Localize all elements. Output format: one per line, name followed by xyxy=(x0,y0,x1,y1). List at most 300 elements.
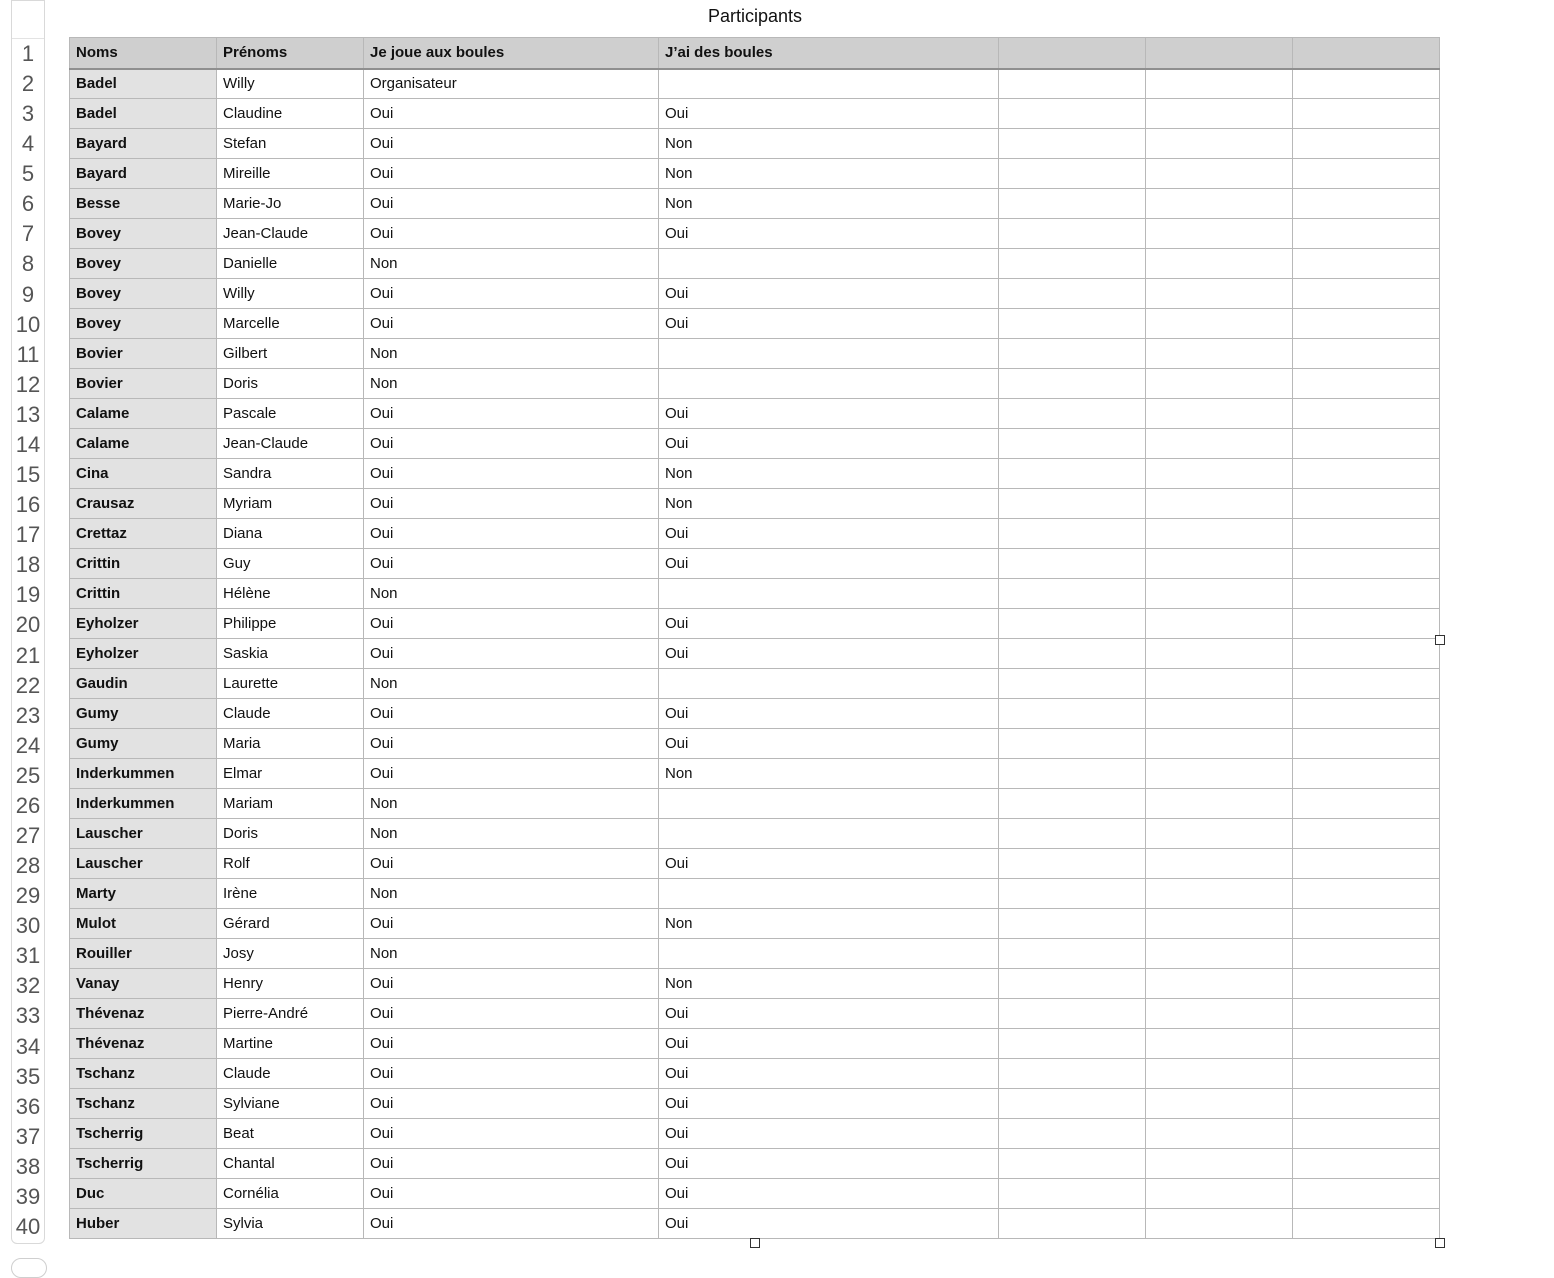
name-cell[interactable]: Huber xyxy=(70,1209,217,1239)
row-number[interactable]: 14 xyxy=(15,431,41,457)
table-cell[interactable] xyxy=(999,189,1146,219)
table-cell[interactable]: Guy xyxy=(217,549,364,579)
row-number[interactable]: 11 xyxy=(16,341,40,367)
table-cell[interactable]: Mireille xyxy=(217,159,364,189)
column-header[interactable] xyxy=(1146,38,1293,69)
table-cell[interactable] xyxy=(999,69,1146,99)
table-cell[interactable]: Claude xyxy=(217,1059,364,1089)
table-cell[interactable] xyxy=(1146,939,1293,969)
table-cell[interactable]: Oui xyxy=(659,99,999,129)
table-cell[interactable] xyxy=(999,249,1146,279)
table-cell[interactable] xyxy=(1146,99,1293,129)
table-cell[interactable]: Oui xyxy=(659,699,999,729)
table-cell[interactable]: Cornélia xyxy=(217,1179,364,1209)
table-cell[interactable] xyxy=(999,669,1146,699)
table-cell[interactable]: Oui xyxy=(659,1089,999,1119)
name-cell[interactable]: Calame xyxy=(70,399,217,429)
table-cell[interactable]: Oui xyxy=(364,909,659,939)
table-cell[interactable]: Maria xyxy=(217,729,364,759)
table-cell[interactable] xyxy=(1146,1119,1293,1149)
name-cell[interactable]: Bovey xyxy=(70,309,217,339)
table-cell[interactable]: Organisateur xyxy=(364,69,659,99)
table-cell[interactable]: Claude xyxy=(217,699,364,729)
table-cell[interactable] xyxy=(1146,219,1293,249)
row-number[interactable]: 22 xyxy=(15,672,41,698)
table-cell[interactable]: Oui xyxy=(364,459,659,489)
table-cell[interactable] xyxy=(999,99,1146,129)
table-cell[interactable]: Non xyxy=(364,369,659,399)
row-number[interactable]: 5 xyxy=(21,161,35,187)
name-cell[interactable]: Thévenaz xyxy=(70,999,217,1029)
table-cell[interactable]: Non xyxy=(659,969,999,999)
table-cell[interactable] xyxy=(1146,549,1293,579)
table-cell[interactable] xyxy=(1146,189,1293,219)
table-cell[interactable] xyxy=(1293,1179,1440,1209)
column-header[interactable]: Noms xyxy=(70,38,217,69)
table-cell[interactable] xyxy=(999,1029,1146,1059)
table-cell[interactable]: Oui xyxy=(659,399,999,429)
row-number[interactable]: 39 xyxy=(15,1183,41,1209)
row-number[interactable]: 38 xyxy=(15,1153,41,1179)
row-number[interactable]: 26 xyxy=(15,792,41,818)
table-cell[interactable] xyxy=(1146,429,1293,459)
row-number[interactable]: 27 xyxy=(15,823,41,848)
name-cell[interactable]: Gumy xyxy=(70,729,217,759)
table-cell[interactable]: Oui xyxy=(659,519,999,549)
table-cell[interactable] xyxy=(999,969,1146,999)
table-cell[interactable] xyxy=(1293,789,1440,819)
table-cell[interactable] xyxy=(999,789,1146,819)
table-cell[interactable]: Oui xyxy=(364,1089,659,1119)
row-number[interactable]: 37 xyxy=(15,1123,41,1149)
table-cell[interactable] xyxy=(1293,309,1440,339)
table-cell[interactable]: Non xyxy=(364,879,659,909)
table-cell[interactable] xyxy=(1293,909,1440,939)
table-cell[interactable] xyxy=(1146,309,1293,339)
row-number[interactable]: 3 xyxy=(21,101,35,127)
table-cell[interactable] xyxy=(999,369,1146,399)
table-cell[interactable]: Philippe xyxy=(217,609,364,639)
table-cell[interactable]: Oui xyxy=(364,309,659,339)
table-cell[interactable] xyxy=(999,1149,1146,1179)
table-cell[interactable]: Gilbert xyxy=(217,339,364,369)
table-cell[interactable] xyxy=(999,579,1146,609)
table-cell[interactable]: Oui xyxy=(364,1149,659,1179)
resize-handle-bottom[interactable] xyxy=(750,1238,760,1248)
table-cell[interactable] xyxy=(999,759,1146,789)
table-cell[interactable] xyxy=(1146,1209,1293,1239)
table-cell[interactable]: Non xyxy=(659,759,999,789)
table-cell[interactable] xyxy=(999,1089,1146,1119)
table-cell[interactable]: Oui xyxy=(659,999,999,1029)
table-cell[interactable] xyxy=(1293,639,1440,669)
table-cell[interactable] xyxy=(659,789,999,819)
name-cell[interactable]: Bovier xyxy=(70,339,217,369)
table-cell[interactable] xyxy=(1146,609,1293,639)
column-header[interactable] xyxy=(999,38,1146,69)
name-cell[interactable]: Gaudin xyxy=(70,669,217,699)
name-cell[interactable]: Gumy xyxy=(70,699,217,729)
row-number[interactable]: 31 xyxy=(15,943,41,969)
name-cell[interactable]: Bovey xyxy=(70,249,217,279)
table-cell[interactable] xyxy=(999,129,1146,159)
name-cell[interactable]: Calame xyxy=(70,429,217,459)
table-cell[interactable] xyxy=(1293,1089,1440,1119)
name-cell[interactable]: Bovey xyxy=(70,219,217,249)
row-number[interactable]: 17 xyxy=(15,522,41,548)
table-cell[interactable] xyxy=(999,549,1146,579)
row-number[interactable]: 19 xyxy=(15,582,41,608)
table-cell[interactable]: Non xyxy=(364,579,659,609)
table-cell[interactable] xyxy=(1293,159,1440,189)
table-cell[interactable]: Oui xyxy=(364,1209,659,1239)
table-cell[interactable] xyxy=(1293,279,1440,309)
row-number[interactable]: 29 xyxy=(15,883,41,909)
table-cell[interactable] xyxy=(999,519,1146,549)
table-cell[interactable]: Non xyxy=(364,339,659,369)
row-number[interactable]: 2 xyxy=(21,71,35,96)
name-cell[interactable]: Bovey xyxy=(70,279,217,309)
table-cell[interactable]: Marcelle xyxy=(217,309,364,339)
table-cell[interactable] xyxy=(999,159,1146,189)
table-cell[interactable]: Non xyxy=(659,489,999,519)
table-cell[interactable]: Non xyxy=(364,939,659,969)
table-cell[interactable]: Elmar xyxy=(217,759,364,789)
table-cell[interactable] xyxy=(999,1209,1146,1239)
table-cell[interactable] xyxy=(659,819,999,849)
table-cell[interactable]: Oui xyxy=(659,429,999,459)
name-cell[interactable]: Rouiller xyxy=(70,939,217,969)
row-number[interactable]: 35 xyxy=(15,1063,41,1089)
table-cell[interactable] xyxy=(1293,459,1440,489)
table-cell[interactable]: Pierre-André xyxy=(217,999,364,1029)
name-cell[interactable]: Crettaz xyxy=(70,519,217,549)
row-number[interactable]: 15 xyxy=(15,462,41,488)
name-cell[interactable]: Tscherrig xyxy=(70,1119,217,1149)
name-cell[interactable]: Mulot xyxy=(70,909,217,939)
table-cell[interactable] xyxy=(999,999,1146,1029)
table-cell[interactable] xyxy=(1293,999,1440,1029)
table-cell[interactable]: Willy xyxy=(217,279,364,309)
row-number[interactable]: 23 xyxy=(15,702,41,728)
table-cell[interactable] xyxy=(999,699,1146,729)
table-cell[interactable]: Oui xyxy=(659,1209,999,1239)
table-cell[interactable] xyxy=(1293,129,1440,159)
column-header[interactable]: J’ai des boules xyxy=(659,38,999,69)
table-cell[interactable] xyxy=(1293,849,1440,879)
table-cell[interactable] xyxy=(1146,759,1293,789)
table-cell[interactable]: Non xyxy=(364,789,659,819)
table-cell[interactable] xyxy=(1146,789,1293,819)
table-cell[interactable] xyxy=(1293,1059,1440,1089)
table-cell[interactable]: Non xyxy=(659,459,999,489)
table-cell[interactable]: Oui xyxy=(659,219,999,249)
table-cell[interactable] xyxy=(1293,189,1440,219)
table-cell[interactable]: Oui xyxy=(364,159,659,189)
row-number[interactable]: 9 xyxy=(21,281,35,307)
table-cell[interactable] xyxy=(1146,969,1293,999)
table-cell[interactable] xyxy=(999,849,1146,879)
table-cell[interactable]: Oui xyxy=(364,969,659,999)
row-number[interactable]: 33 xyxy=(15,1003,41,1029)
table-cell[interactable]: Oui xyxy=(659,609,999,639)
table-cell[interactable]: Josy xyxy=(217,939,364,969)
row-number[interactable]: 8 xyxy=(21,251,35,277)
table-cell[interactable] xyxy=(999,909,1146,939)
table-cell[interactable]: Sylvia xyxy=(217,1209,364,1239)
table-cell[interactable]: Non xyxy=(659,129,999,159)
table-cell[interactable]: Oui xyxy=(364,1029,659,1059)
table-cell[interactable]: Oui xyxy=(364,1059,659,1089)
table-cell[interactable]: Stefan xyxy=(217,129,364,159)
table-cell[interactable] xyxy=(1293,729,1440,759)
table-cell[interactable] xyxy=(1146,1149,1293,1179)
row-number[interactable]: 4 xyxy=(21,131,35,157)
table-cell[interactable]: Laurette xyxy=(217,669,364,699)
table-cell[interactable] xyxy=(999,939,1146,969)
table-cell[interactable] xyxy=(1146,819,1293,849)
name-cell[interactable]: Crittin xyxy=(70,549,217,579)
table-cell[interactable]: Non xyxy=(659,159,999,189)
table-cell[interactable] xyxy=(999,729,1146,759)
table-cell[interactable] xyxy=(1293,429,1440,459)
table-cell[interactable] xyxy=(1146,459,1293,489)
row-number[interactable]: 12 xyxy=(15,371,41,397)
table-cell[interactable]: Oui xyxy=(659,729,999,759)
table-cell[interactable] xyxy=(1146,639,1293,669)
table-cell[interactable] xyxy=(1146,879,1293,909)
table-cell[interactable] xyxy=(1146,999,1293,1029)
table-cell[interactable] xyxy=(1146,249,1293,279)
table-cell[interactable] xyxy=(999,639,1146,669)
table-cell[interactable] xyxy=(1293,489,1440,519)
row-number[interactable]: 13 xyxy=(15,401,41,427)
table-cell[interactable] xyxy=(1146,849,1293,879)
table-cell[interactable] xyxy=(1293,669,1440,699)
table-cell[interactable]: Oui xyxy=(364,1179,659,1209)
row-number[interactable]: 36 xyxy=(15,1093,41,1119)
table-cell[interactable]: Non xyxy=(659,909,999,939)
table-cell[interactable] xyxy=(999,429,1146,459)
table-cell[interactable] xyxy=(1293,399,1440,429)
table-cell[interactable]: Oui xyxy=(659,849,999,879)
resize-handle-right[interactable] xyxy=(1435,635,1445,645)
table-cell[interactable] xyxy=(659,669,999,699)
table-cell[interactable]: Claudine xyxy=(217,99,364,129)
table-cell[interactable] xyxy=(1146,579,1293,609)
table-cell[interactable]: Chantal xyxy=(217,1149,364,1179)
name-cell[interactable]: Lauscher xyxy=(70,819,217,849)
table-cell[interactable]: Oui xyxy=(364,129,659,159)
table-cell[interactable]: Oui xyxy=(659,549,999,579)
table-cell[interactable] xyxy=(1293,219,1440,249)
column-header[interactable]: Prénoms xyxy=(217,38,364,69)
name-cell[interactable]: Badel xyxy=(70,69,217,99)
table-cell[interactable] xyxy=(1293,939,1440,969)
table-cell[interactable] xyxy=(1293,99,1440,129)
table-cell[interactable] xyxy=(659,69,999,99)
name-cell[interactable]: Besse xyxy=(70,189,217,219)
table-cell[interactable]: Gérard xyxy=(217,909,364,939)
table-cell[interactable] xyxy=(659,939,999,969)
table-cell[interactable] xyxy=(1146,369,1293,399)
table-cell[interactable]: Oui xyxy=(364,1119,659,1149)
table-cell[interactable]: Pascale xyxy=(217,399,364,429)
table-cell[interactable]: Oui xyxy=(364,279,659,309)
table-cell[interactable] xyxy=(999,309,1146,339)
table-cell[interactable] xyxy=(1293,759,1440,789)
name-cell[interactable]: Duc xyxy=(70,1179,217,1209)
name-cell[interactable]: Bovier xyxy=(70,369,217,399)
name-cell[interactable]: Tscherrig xyxy=(70,1149,217,1179)
table-cell[interactable] xyxy=(1293,879,1440,909)
table-cell[interactable] xyxy=(999,609,1146,639)
table-cell[interactable]: Oui xyxy=(364,219,659,249)
table-cell[interactable] xyxy=(999,1059,1146,1089)
name-cell[interactable]: Tschanz xyxy=(70,1059,217,1089)
table-cell[interactable] xyxy=(1293,699,1440,729)
table-cell[interactable] xyxy=(1293,819,1440,849)
table-cell[interactable]: Oui xyxy=(364,999,659,1029)
table-cell[interactable] xyxy=(1293,69,1440,99)
table-cell[interactable]: Oui xyxy=(364,399,659,429)
name-cell[interactable]: Vanay xyxy=(70,969,217,999)
table-cell[interactable]: Oui xyxy=(659,1059,999,1089)
table-cell[interactable]: Oui xyxy=(364,189,659,219)
table-cell[interactable] xyxy=(1146,519,1293,549)
table-cell[interactable]: Doris xyxy=(217,819,364,849)
table-cell[interactable] xyxy=(1146,489,1293,519)
table-cell[interactable]: Willy xyxy=(217,69,364,99)
name-cell[interactable]: Cina xyxy=(70,459,217,489)
row-number[interactable]: 1 xyxy=(21,41,35,66)
table-cell[interactable] xyxy=(1293,1209,1440,1239)
table-cell[interactable] xyxy=(1146,1029,1293,1059)
table-cell[interactable] xyxy=(999,489,1146,519)
name-cell[interactable]: Marty xyxy=(70,879,217,909)
table-cell[interactable] xyxy=(1293,369,1440,399)
column-header[interactable]: Je joue aux boules xyxy=(364,38,659,69)
table-cell[interactable] xyxy=(1293,1029,1440,1059)
table-cell[interactable] xyxy=(1293,549,1440,579)
row-number[interactable]: 6 xyxy=(21,191,35,217)
resize-handle-corner[interactable] xyxy=(1435,1238,1445,1248)
name-cell[interactable]: Bayard xyxy=(70,129,217,159)
row-number[interactable]: 24 xyxy=(15,732,41,758)
table-cell[interactable] xyxy=(1146,1179,1293,1209)
table-cell[interactable]: Oui xyxy=(364,849,659,879)
column-header[interactable] xyxy=(1293,38,1440,69)
name-cell[interactable]: Crittin xyxy=(70,579,217,609)
table-cell[interactable] xyxy=(999,819,1146,849)
table-cell[interactable]: Irène xyxy=(217,879,364,909)
row-number[interactable]: 7 xyxy=(21,221,35,247)
table-cell[interactable]: Martine xyxy=(217,1029,364,1059)
row-number[interactable]: 16 xyxy=(15,492,41,518)
table-cell[interactable] xyxy=(659,879,999,909)
table-cell[interactable]: Mariam xyxy=(217,789,364,819)
table-cell[interactable]: Oui xyxy=(364,519,659,549)
table-cell[interactable] xyxy=(1293,969,1440,999)
row-number[interactable]: 21 xyxy=(15,642,41,668)
table-cell[interactable]: Oui xyxy=(364,759,659,789)
table-cell[interactable] xyxy=(1146,399,1293,429)
table-cell[interactable] xyxy=(1293,1149,1440,1179)
table-cell[interactable] xyxy=(999,219,1146,249)
table-cell[interactable]: Beat xyxy=(217,1119,364,1149)
table-cell[interactable]: Marie-Jo xyxy=(217,189,364,219)
table-cell[interactable] xyxy=(999,1179,1146,1209)
table-cell[interactable] xyxy=(1146,279,1293,309)
table-cell[interactable] xyxy=(1293,609,1440,639)
table-cell[interactable]: Jean-Claude xyxy=(217,219,364,249)
table-cell[interactable] xyxy=(659,579,999,609)
table-cell[interactable]: Myriam xyxy=(217,489,364,519)
table-cell[interactable] xyxy=(999,339,1146,369)
table-cell[interactable]: Danielle xyxy=(217,249,364,279)
table-cell[interactable] xyxy=(659,339,999,369)
table-cell[interactable]: Oui xyxy=(659,279,999,309)
table-cell[interactable] xyxy=(1146,159,1293,189)
table-cell[interactable]: Henry xyxy=(217,969,364,999)
table-cell[interactable] xyxy=(1146,129,1293,159)
table-title[interactable]: Participants xyxy=(707,6,803,26)
row-number[interactable]: 20 xyxy=(15,612,41,638)
table-cell[interactable] xyxy=(1293,339,1440,369)
table-cell[interactable] xyxy=(999,1119,1146,1149)
table-cell[interactable] xyxy=(1293,1119,1440,1149)
table-cell[interactable]: Oui xyxy=(659,639,999,669)
table-cell[interactable]: Oui xyxy=(364,489,659,519)
table-cell[interactable] xyxy=(659,369,999,399)
row-number[interactable]: 28 xyxy=(15,853,41,879)
table-cell[interactable]: Non xyxy=(659,189,999,219)
table-cell[interactable]: Oui xyxy=(659,1149,999,1179)
table-cell[interactable]: Doris xyxy=(217,369,364,399)
table-cell[interactable] xyxy=(1146,69,1293,99)
table-cell[interactable] xyxy=(999,879,1146,909)
name-cell[interactable]: Tschanz xyxy=(70,1089,217,1119)
row-number[interactable]: 32 xyxy=(15,973,41,999)
table-cell[interactable]: Diana xyxy=(217,519,364,549)
table-cell[interactable]: Oui xyxy=(659,1119,999,1149)
name-cell[interactable]: Inderkummen xyxy=(70,759,217,789)
row-number[interactable]: 25 xyxy=(15,762,41,788)
table-cell[interactable]: Oui xyxy=(659,1179,999,1209)
table-cell[interactable]: Saskia xyxy=(217,639,364,669)
table-cell[interactable] xyxy=(1146,1089,1293,1119)
name-cell[interactable]: Eyholzer xyxy=(70,639,217,669)
name-cell[interactable]: Badel xyxy=(70,99,217,129)
table-cell[interactable] xyxy=(1146,909,1293,939)
row-number[interactable]: 40 xyxy=(15,1214,41,1240)
table-cell[interactable]: Sandra xyxy=(217,459,364,489)
table-cell[interactable] xyxy=(1293,519,1440,549)
table-cell[interactable]: Oui xyxy=(364,99,659,129)
table-cell[interactable]: Oui xyxy=(659,309,999,339)
table-cell[interactable]: Non xyxy=(364,669,659,699)
table-cell[interactable]: Non xyxy=(364,819,659,849)
table-cell[interactable]: Oui xyxy=(364,639,659,669)
table-cell[interactable]: Jean-Claude xyxy=(217,429,364,459)
row-number[interactable]: 30 xyxy=(15,913,41,939)
table-cell[interactable]: Oui xyxy=(364,609,659,639)
name-cell[interactable]: Inderkummen xyxy=(70,789,217,819)
table-cell[interactable]: Sylviane xyxy=(217,1089,364,1119)
name-cell[interactable]: Bayard xyxy=(70,159,217,189)
table-cell[interactable] xyxy=(659,249,999,279)
table-cell[interactable] xyxy=(999,459,1146,489)
